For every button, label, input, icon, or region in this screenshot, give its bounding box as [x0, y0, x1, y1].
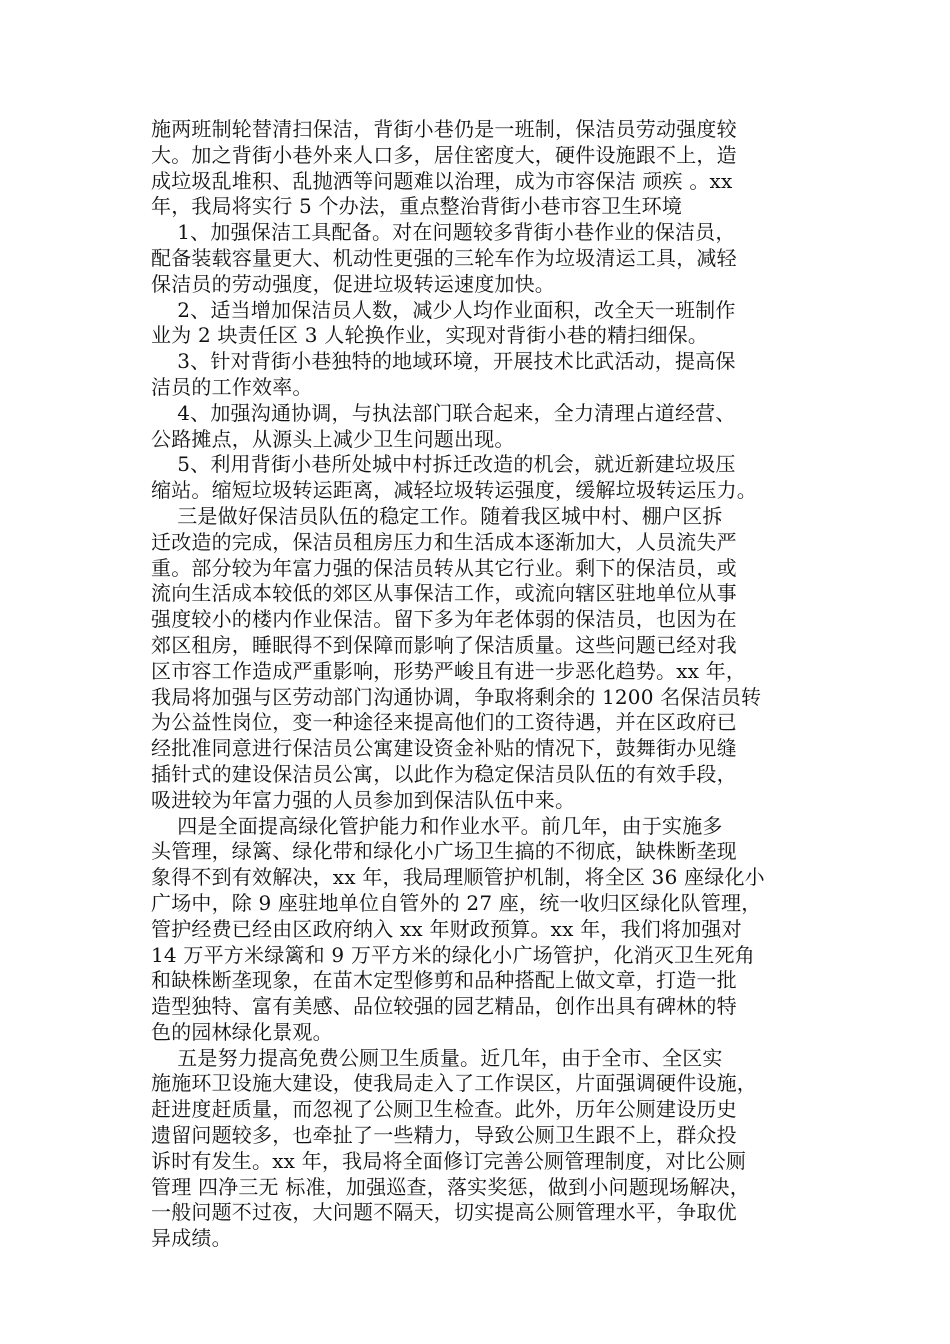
text-line: 业为 2 块责任区 3 人轮换作业，实现对背街小巷的精扫细保。	[151, 323, 709, 348]
text-line: 和缺株断垄现象，在苗木定型修剪和品种搭配上做文章，打造一批	[151, 968, 737, 993]
text-line: 14 万平方米绿篱和 9 万平方米的绿化小广场管护，化消灭卫生死角	[151, 942, 755, 967]
text-line: 四是全面提高绿化管护能力和作业水平。前几年，由于实施多	[151, 813, 723, 838]
text-line: 1、加强保洁工具配备。对在问题较多背街小巷作业的保洁员，	[151, 220, 736, 245]
text-line: 配备装载容量更大、机动性更强的三轮车作为垃圾清运工具，减轻	[151, 245, 737, 270]
text-line: 施施环卫设施大建设，使我局走入了工作误区，片面强调硬件设施，	[151, 1071, 757, 1096]
text-line: 造型独特、富有美感、品位较强的园艺精品，创作出具有碑林的特	[151, 994, 737, 1019]
text-line: 赶进度赶质量，而忽视了公厕卫生检查。此外，历年公厕建设历史	[151, 1097, 737, 1122]
text-line: 保洁员的劳动强度，促进垃圾转运速度加快。	[151, 271, 555, 296]
paragraph	[151, 220, 811, 297]
paragraph	[151, 504, 811, 814]
text-line: 异成绩。	[151, 1226, 232, 1251]
text-line: 重。部分较为年富力强的保洁员转从其它行业。剩下的保洁员，或	[151, 555, 737, 580]
text-line: 管护经费已经由区政府纳入 xx 年财政预算。xx 年，我们将加强对	[151, 916, 742, 941]
text-line: 5、利用背街小巷所处城中村拆迁改造的机会，就近新建垃圾压	[151, 452, 736, 477]
text-line: 迁改造的完成，保洁员租房压力和生活成本逐渐加大，人员流失严	[151, 529, 737, 554]
paragraph	[151, 452, 811, 504]
text-line: 为公益性岗位，变一种途径来提高他们的工资待遇，并在区政府已	[151, 710, 737, 735]
text-line: 插针式的建设保洁员公寓，以此作为稳定保洁员队伍的有效手段，	[151, 761, 737, 786]
text-line: 年，我局将实行 5 个办法，重点整治背街小巷市容卫生环境	[151, 194, 683, 219]
text-line: 大。加之背街小巷外来人口多，居住密度大，硬件设施跟不上，造	[151, 142, 737, 167]
text-line: 吸进较为年富力强的人员参加到保洁队伍中来。	[151, 787, 576, 812]
text-line: 流向生活成本较低的郊区从事保洁工作，或流向辖区驻地单位从事	[151, 581, 737, 606]
text-line: 广场中，除 9 座驻地单位自管外的 27 座，统一收归区绿化队管理，	[151, 890, 762, 915]
text-line: 公路摊点，从源头上减少卫生问题出现。	[151, 426, 515, 451]
text-line: 五是努力提高免费公厕卫生质量。近几年，由于全市、全区实	[151, 1045, 723, 1070]
text-line: 三是做好保洁员队伍的稳定工作。随着我区城中村、棚户区拆	[151, 503, 723, 528]
paragraph	[151, 298, 811, 350]
text-line: 诉时有发生。xx 年，我局将全面修订完善公厕管理制度，对比公厕	[151, 1148, 747, 1173]
text-line: 色的园林绿化景观。	[151, 1019, 333, 1044]
paragraph	[151, 117, 811, 220]
text-line: 经批准同意进行保洁员公寓建设资金补贴的情况下，鼓舞街办见缝	[151, 736, 737, 761]
text-line: 缩站。缩短垃圾转运距离，减轻垃圾转运强度，缓解垃圾转运压力。	[151, 478, 757, 503]
text-line: 施两班制轮替清扫保洁，背街小巷仍是一班制，保洁员劳动强度较	[151, 117, 737, 141]
text-line: 洁员的工作效率。	[151, 374, 313, 399]
paragraph	[151, 1046, 811, 1252]
text-line: 象得不到有效解决，xx 年，我局理顺管护机制，将全区 36 座绿化小	[151, 865, 765, 890]
text-line: 4、加强沟通协调，与执法部门联合起来，全力清理占道经营、	[151, 400, 736, 425]
text-line: 一般问题不过夜，大问题不隔天，切实提高公厕管理水平，争取优	[151, 1200, 737, 1225]
text-line: 强度较小的楼内作业保洁。留下多为年老体弱的保洁员，也因为在	[151, 607, 737, 632]
text-line: 头管理，绿篱、绿化带和绿化小广场卫生搞的不彻底，缺株断垄现	[151, 839, 737, 864]
paragraph	[151, 814, 811, 1046]
text-line: 郊区租房，睡眠得不到保障而影响了保洁质量。这些问题已经对我	[151, 632, 737, 657]
document-body	[151, 117, 811, 1252]
text-line: 3、针对背街小巷独特的地域环境，开展技术比武活动，提高保	[151, 349, 736, 374]
text-line: 遗留问题较多，也牵扯了一些精力，导致公厕卫生跟不上，群众投	[151, 1123, 737, 1148]
paragraph	[151, 401, 811, 453]
text-line: 管理 四净三无 标准，加强巡查，落实奖惩，做到小问题现场解决，	[151, 1174, 750, 1199]
text-line: 成垃圾乱堆积、乱抛洒等问题难以治理，成为市容保洁 顽疾 。xx	[151, 168, 733, 193]
paragraph	[151, 349, 811, 401]
text-line: 区市容工作造成严重影响，形势严峻且有进一步恶化趋势。xx 年，	[151, 658, 747, 683]
text-line: 2、适当增加保洁员人数，减少人均作业面积，改全天一班制作	[151, 297, 736, 322]
text-line: 我局将加强与区劳动部门沟通协调，争取将剩余的 1200 名保洁员转	[151, 684, 762, 709]
